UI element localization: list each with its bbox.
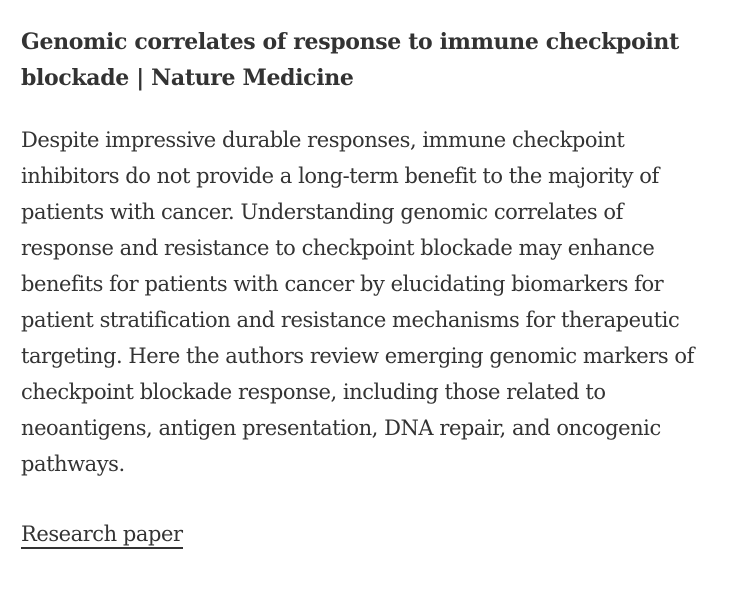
article-summary: Despite impressive durable responses, immune checkpoint inhibitors do not provide a long-term benefit to the majority of patients with cancer. Understanding genomic correlates of response and resistance to checkpoint blockade may enhance benefits for patients with cancer by elucidating biomarkers for patient stratification and resistance mechanisms for therapeutic targeting. Here the authors review emerging genomic markers of checkpoint blockade response, including those related to neoantigens, antigen presentation, DNA repair, and oncogenic pathways.	[21, 128, 694, 476]
link-container	[21, 520, 711, 548]
research-paper-link[interactable]: Research paper	[21, 522, 183, 549]
article-title: Genomic correlates of response to immune checkpoint blockade | Nature Medicine	[21, 29, 679, 91]
article-card	[21, 24, 711, 548]
